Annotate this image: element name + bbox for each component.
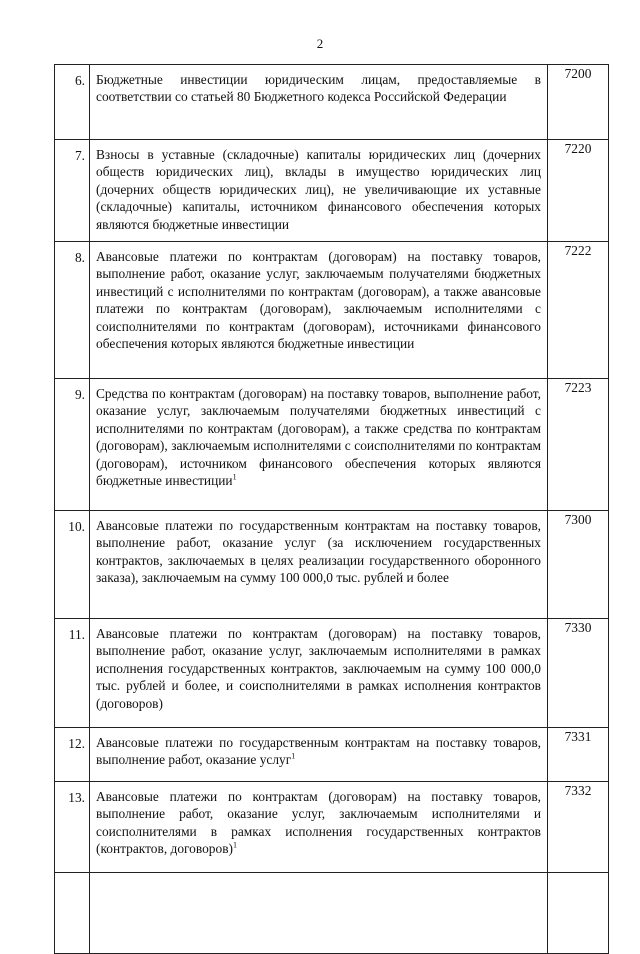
row-code: 7332 — [548, 782, 609, 873]
row-description: Авансовые платежи по государственным контрактам на поставку товаров, выполнение работ, оказание услуг$^1$ — [90, 728, 548, 782]
table-row — [55, 379, 609, 511]
row-description: Авансовые платежи по контрактам (договорам) на поставку товаров, выполнение работ, оказание услуг, заключаемым получателями бюджетных инвестиций с исполнителями по контрактам (договорам), а также авансовые платежи по контрактам (договорам), заключаемым исполнителями с соисполнителями по контрактам (договорам), источниками финансового обеспечения которых являются бюджетные инвестиции — [90, 242, 548, 379]
row-description: Авансовые платежи по государственным контрактам на поставку товаров, выполнение работ, оказание услуг (за исключением государственных контрактов, заключаемых в целях реализации государственного оборонного заказа), заключаемым на сумму 100 000,0 тыс. рублей и более — [90, 511, 548, 619]
row-number: 11. — [55, 619, 90, 728]
empty-cell — [90, 873, 548, 954]
row-description: Взносы в уставные (складочные) капиталы юридических лиц (дочерних обществ юридических лиц), вклады в имущество юридических лиц (дочерних обществ юридических лиц), не увеличивающие их уставные (складочные) капиталы, источником финансового обеспечения которых являются бюджетные инвестиции — [90, 140, 548, 242]
table-row — [55, 511, 609, 619]
table-row — [55, 65, 609, 140]
footnote-ref: 1 — [291, 751, 296, 761]
row-description: Авансовые платежи по контрактам (договорам) на поставку товаров, выполнение работ, оказание услуг, заключаемым исполнителями в рамках исполнения государственных контрактов, заключаемым на сумму 100 000,0 тыс. рублей и более, и соисполнителями в рамках исполнения контрактов (договоров) — [90, 619, 548, 728]
row-description: Авансовые платежи по контрактам (договорам) на поставку товаров, выполнение работ, оказание услуг, заключаемым исполнителями и соисполнителями в рамках исполнения государственных контрактов (контрактов, договоров)$^1$ — [90, 782, 548, 873]
row-number: 9. — [55, 379, 90, 511]
empty-cell — [55, 873, 90, 954]
table-row — [55, 728, 609, 782]
row-number: 13. — [55, 782, 90, 873]
empty-cell — [548, 873, 609, 954]
footnote-ref: 1 — [232, 840, 237, 850]
row-code: 7200 — [548, 65, 609, 140]
table-row — [55, 242, 609, 379]
row-number: 6. — [55, 65, 90, 140]
table-row — [55, 619, 609, 728]
row-code: 7223 — [548, 379, 609, 511]
table-row-empty — [55, 873, 609, 954]
footnote-ref: 1 — [232, 472, 237, 482]
page-number: 2 — [316, 36, 324, 51]
row-number: 7. — [55, 140, 90, 242]
row-number: 12. — [55, 728, 90, 782]
row-description: Средства по контрактам (договорам) на поставку товаров, выполнение работ, оказание услуг, заключаемым получателями бюджетных инвестиций с исполнителями по контрактам (договорам), а также средства по контрактам (договорам), заключаемым исполнителями с соисполнителями по контрактам (договорам), источником финансового обеспечения которых являются бюджетные инвестиции$^1$ — [90, 379, 548, 511]
row-code: 7220 — [548, 140, 609, 242]
row-description: Бюджетные инвестиции юридическим лицам, предоставляемые в соответствии со статьей 80 Бюджетного кодекса Российской Федерации — [90, 65, 548, 140]
codes-table — [54, 64, 609, 954]
row-code: 7300 — [548, 511, 609, 619]
row-number: 10. — [55, 511, 90, 619]
table-row — [55, 782, 609, 873]
row-number: 8. — [55, 242, 90, 379]
row-code: 7331 — [548, 728, 609, 782]
row-code: 7222 — [548, 242, 609, 379]
table-row — [55, 140, 609, 242]
row-code: 7330 — [548, 619, 609, 728]
